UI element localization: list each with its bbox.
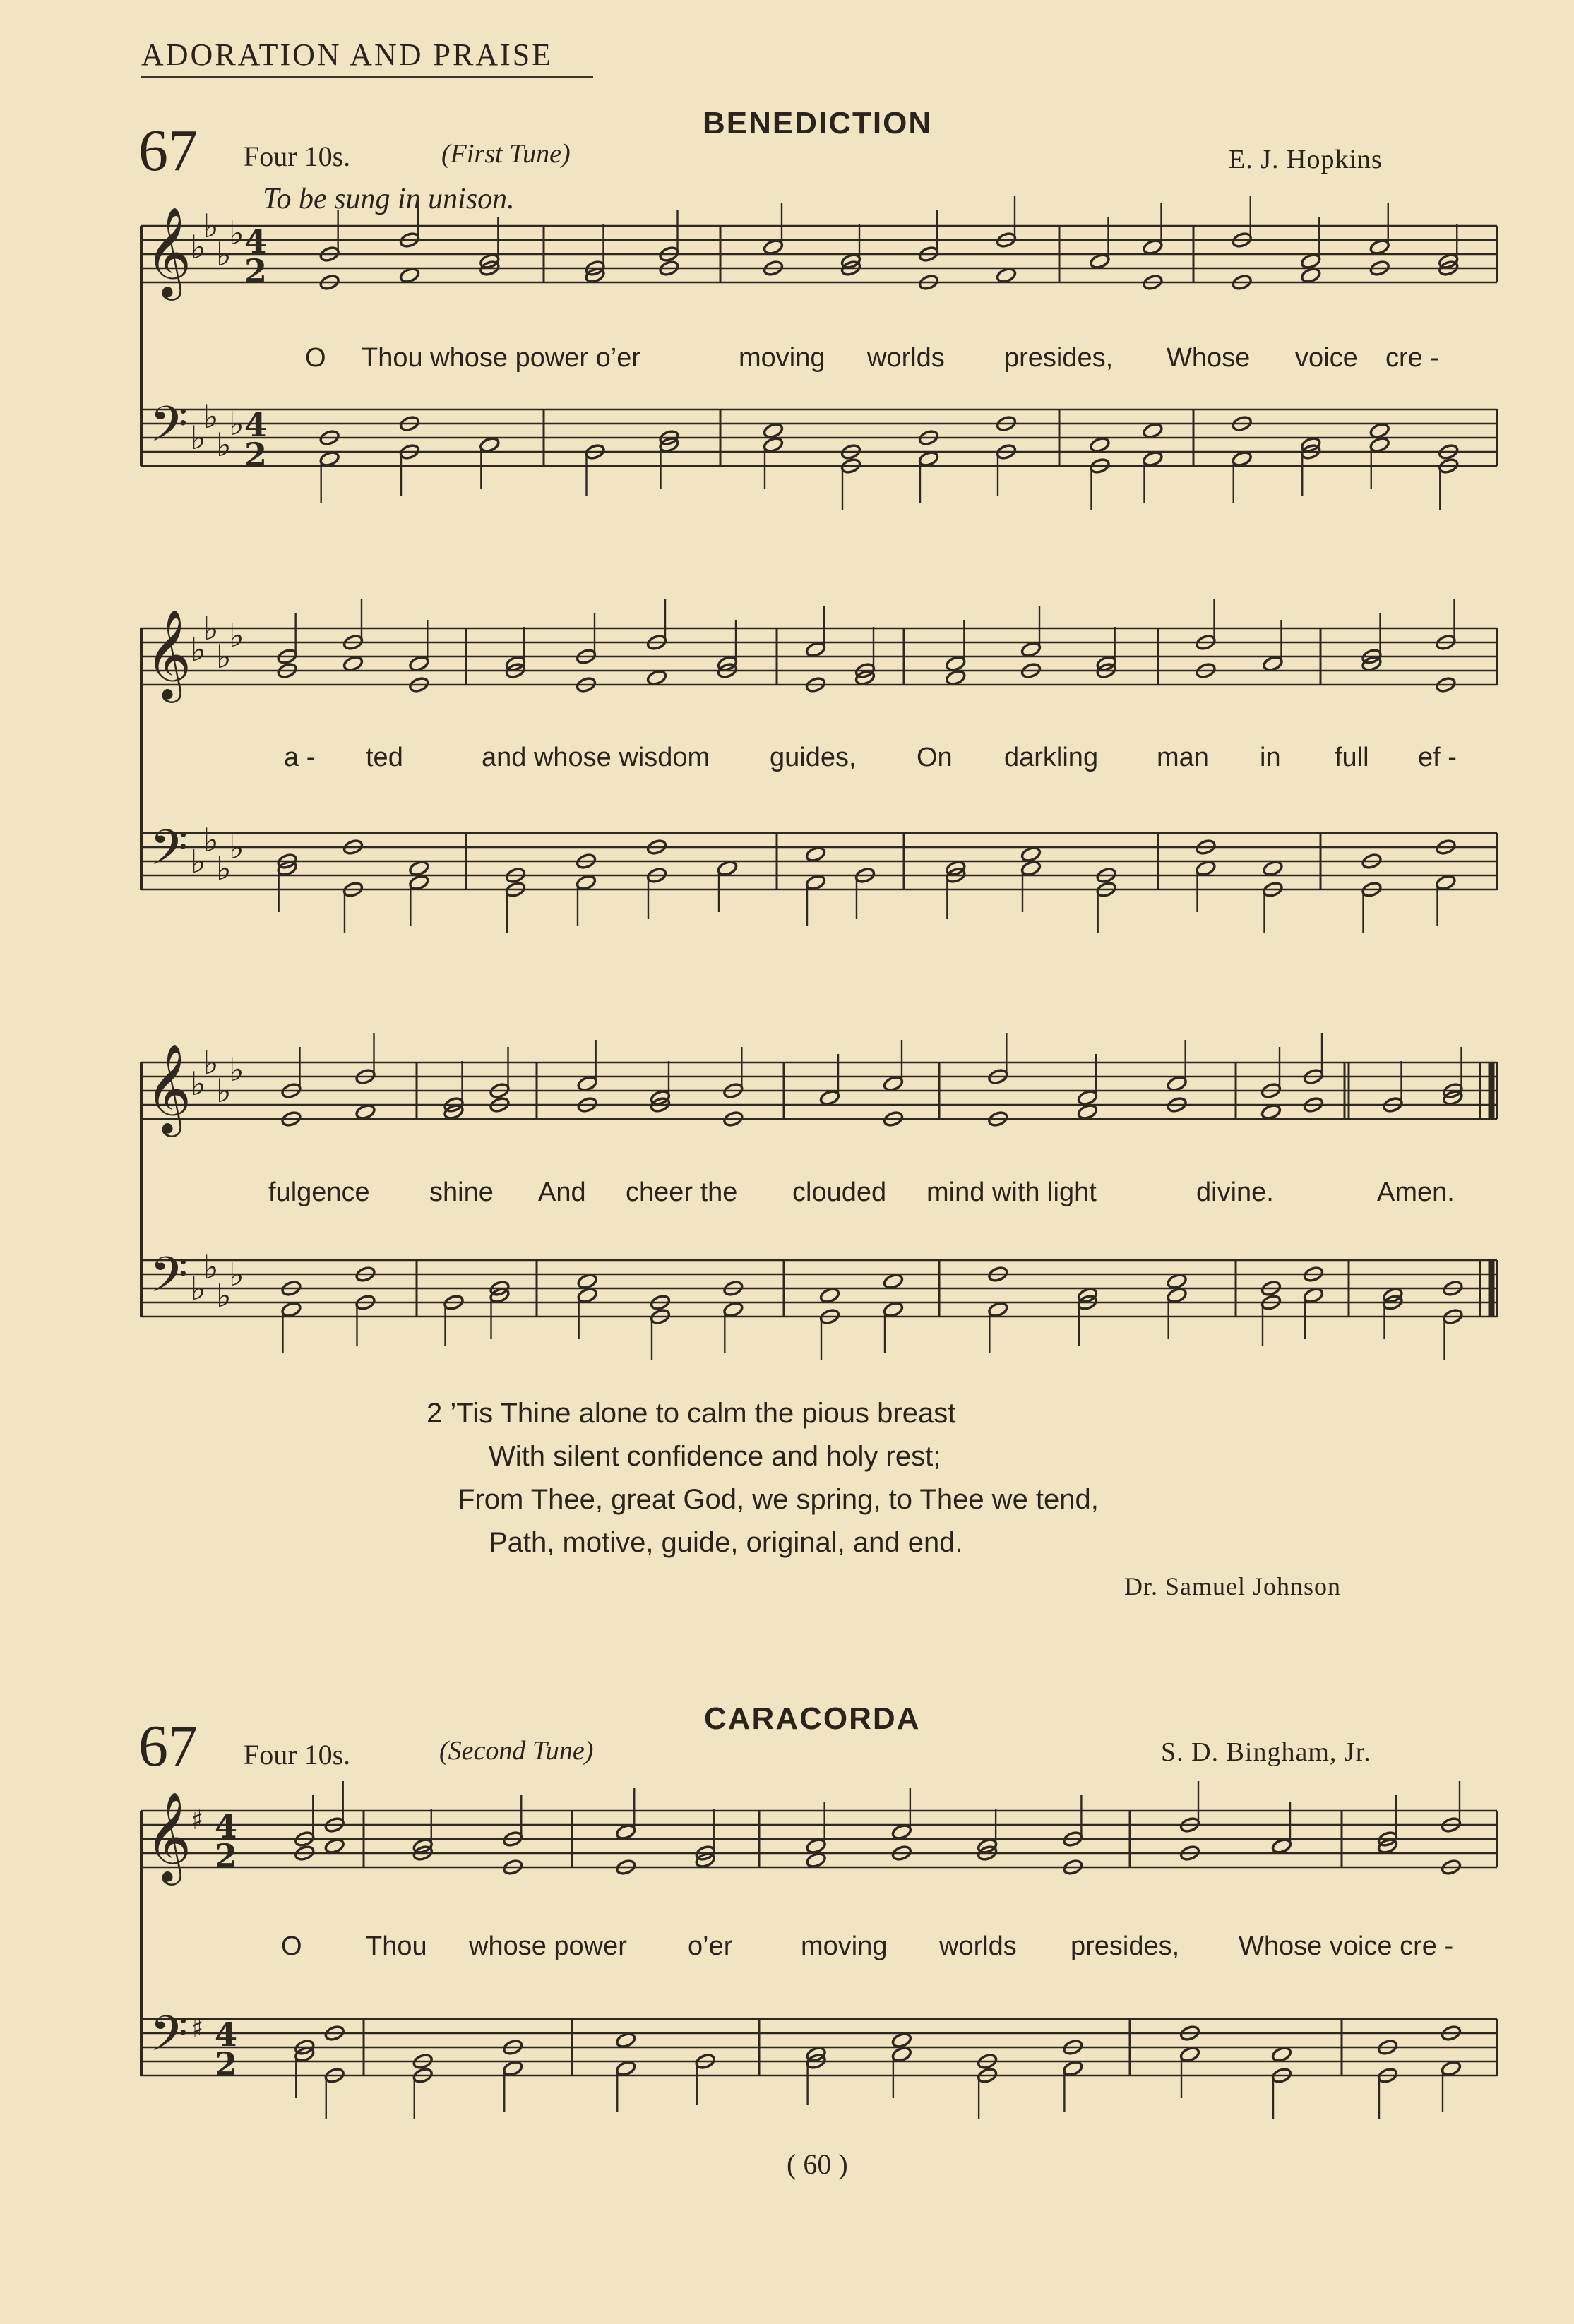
half-note [577,1287,598,1305]
flat-sign: ♭ [229,1050,244,1089]
half-note [615,1823,636,1841]
verse-line: From Thee, great God, we spring, to Thee we tend, [458,1484,1099,1515]
half-note [1441,2060,1462,2078]
half-note [319,450,340,468]
time-signature-bottom: 2 [244,252,268,290]
half-note [763,239,784,256]
flat-sign: ♭ [216,637,232,676]
half-note [806,1838,827,1855]
verse-line: With silent confidence and holy rest; [489,1441,941,1472]
lyric: Thou [366,1931,427,1961]
half-note [763,422,784,440]
flat-sign: ♭ [191,1065,206,1103]
lyric: cre - [1385,343,1439,373]
lyric: in [1260,743,1281,772]
half-note [399,267,420,284]
half-note [1195,860,1216,878]
lyric: presides, [1071,1931,1180,1961]
half-note [342,655,364,673]
lyric: cheer the [626,1178,738,1207]
half-note [577,1273,598,1290]
flat-sign: ♭ [203,821,219,859]
flat-sign: ♭ [229,828,244,866]
half-note [819,1089,840,1107]
lyric: Whose [1167,343,1251,373]
half-note [646,669,667,687]
flat-sign: ♭ [229,616,244,654]
half-note [883,1075,904,1093]
treble-clef: 𝄞 [145,609,192,699]
half-note [918,450,939,468]
half-note [1020,860,1042,878]
time-signature-top: 4 [215,1807,238,1845]
lyric: guides, [770,743,857,772]
flat-sign: ♭ [216,1072,232,1110]
time-signature-bottom: 2 [244,436,268,474]
flat-sign: ♭ [191,1269,206,1307]
half-note [806,1852,827,1869]
lyric: worlds [939,1931,1017,1961]
time-signature-bottom: 2 [215,2045,238,2083]
half-note [502,2060,523,2078]
flat-sign: ♭ [229,1255,244,1293]
lyric: ef - [1418,743,1457,772]
lyric: clouded [792,1178,887,1207]
verse-line: ’Tis Thine alone to calm the pious breast [450,1398,956,1429]
half-note [1167,1075,1188,1093]
lyric: presides, [1004,343,1114,373]
half-note [577,1075,598,1093]
page-number: ( 60 ) [787,2148,848,2180]
lyric: ted [366,743,403,772]
half-note [1020,641,1042,659]
half-note [1089,436,1110,454]
verse-author: Dr. Samuel Johnson [1124,1572,1342,1600]
half-note [280,1301,302,1319]
composer: E. J. Hopkins [1229,145,1383,174]
half-note [1179,2046,1200,2064]
half-note [1077,1103,1098,1121]
half-note [1369,436,1390,454]
half-note [1142,239,1163,256]
half-note [891,1823,912,1841]
half-note [1167,1273,1188,1290]
half-note [1435,874,1456,892]
lyric: worlds [867,343,945,373]
half-note [1303,1287,1324,1305]
half-note [883,1301,904,1319]
half-note [717,860,738,878]
tune-name: CARACORDA [704,1701,921,1736]
flat-sign: ♭ [191,228,206,266]
half-note [1369,422,1390,440]
half-note [1262,655,1283,673]
lyric: Amen. [1377,1178,1455,1207]
time-signature-top: 4 [244,222,268,260]
half-note [1142,450,1163,468]
flat-sign: ♭ [216,426,232,464]
tune-label: (Second Tune) [439,1736,594,1766]
composer: S. D. Bingham, Jr. [1161,1737,1371,1767]
half-note [883,1273,904,1290]
sharp-sign: ♯ [191,2013,204,2044]
lyric: moving [739,343,825,373]
half-note [1300,253,1321,270]
half-note [996,267,1017,284]
performance-direction: To be sung in unison. [263,183,515,215]
treble-clef: 𝄞 [145,1791,192,1881]
half-note [354,1103,376,1121]
flat-sign: ♭ [203,1043,219,1082]
treble-clef: 𝄞 [145,206,192,297]
half-note [805,846,826,863]
lyric: full [1335,743,1369,772]
half-note [891,2046,912,2064]
half-note [408,860,429,878]
half-note [1260,1103,1282,1121]
half-note [722,1301,744,1319]
treble-clef: 𝄞 [145,1043,192,1133]
half-note [1232,450,1253,468]
flat-sign: ♭ [191,842,206,880]
half-note [408,874,429,892]
hymn-number: 67 [138,118,198,184]
verse-line: Path, motive, guide, original, and end. [489,1527,963,1558]
half-note [945,669,966,687]
meter: Four 10s. [244,140,351,172]
half-note [1062,2060,1083,2078]
half-note [805,641,826,659]
flat-sign: ♭ [203,397,219,436]
lyric: darkling [1004,743,1099,772]
lyric: mind with light [926,1178,1097,1207]
bass-clef: 𝄢 [150,2005,189,2074]
lyric: divine. [1196,1178,1274,1207]
half-note [479,436,500,454]
half-note [819,1287,840,1305]
half-note [615,2032,636,2049]
flat-sign: ♭ [203,1248,219,1286]
half-note [408,655,429,673]
half-note [891,2032,912,2049]
bass-clef: 𝄢 [150,395,189,465]
flat-sign: ♭ [191,419,206,457]
lyric: whose power [469,1931,627,1961]
verse [427,1392,1099,1564]
lyric: And [538,1178,586,1207]
half-note [1262,860,1283,878]
lyric: On [917,743,953,772]
lyric: a - [284,743,316,772]
half-note [805,874,826,892]
time-signature-bottom: 2 [215,1837,238,1875]
half-note [1369,239,1390,256]
flat-sign: ♭ [216,235,232,273]
flat-sign: ♭ [229,405,244,443]
hymn-number: 67 [138,1713,198,1779]
half-note [1089,253,1110,270]
verse-number: 2 [427,1398,443,1429]
half-note [945,655,966,673]
running-head: ADORATION AND PRAISE [141,37,554,72]
flat-sign: ♭ [191,630,206,669]
flat-sign: ♭ [229,214,244,252]
time-signature-top: 4 [215,2015,238,2054]
half-note [1142,422,1163,440]
bass-clef: 𝄢 [150,819,189,888]
lyric: voice [1295,343,1358,373]
half-note [1167,1287,1188,1305]
flat-sign: ♭ [216,849,232,887]
half-note [576,874,597,892]
half-note [615,2060,636,2078]
half-note [1271,1838,1292,1855]
lyric: man [1157,743,1209,772]
lyric: O [281,1931,302,1961]
lyric: Whose voice cre - [1239,1931,1454,1961]
half-note [1300,267,1321,284]
flat-sign: ♭ [203,207,219,245]
flat-sign: ♭ [203,609,219,647]
lyric: o’er [688,1931,733,1961]
sharp-sign: ♯ [191,1804,204,1835]
half-note [1077,1089,1098,1107]
flat-sign: ♭ [216,1276,232,1314]
half-note [1271,2046,1292,2064]
lyric: moving [801,1931,888,1961]
tune-label: (First Tune) [441,139,571,169]
bass-clef: 𝄢 [150,1246,189,1315]
lyric: O [305,343,326,373]
lyric: Thou whose power o’er [362,343,640,373]
half-note [324,1838,345,1855]
lyric: and whose wisdom [482,743,710,772]
time-signature-top: 4 [244,406,268,444]
half-note [763,436,784,454]
half-note [987,1301,1008,1319]
lyric: fulgence [268,1178,370,1207]
half-note [1020,846,1042,863]
tune-name: BENEDICTION [703,106,933,140]
meter: Four 10s. [244,1739,351,1771]
lyric: shine [429,1178,494,1207]
